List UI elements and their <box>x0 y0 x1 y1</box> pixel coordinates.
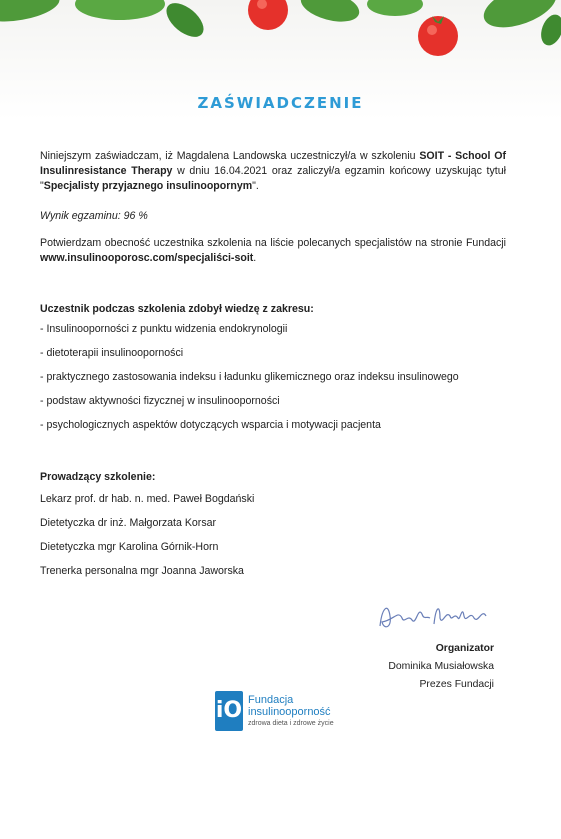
title-awarded: Specjalisty przyjaznego insulinoopornym <box>43 180 253 192</box>
para1-text-c: ". <box>252 180 259 192</box>
scope-heading: Uczestnik podczas szkolenia zdobył wiedzę z zakresu: <box>40 303 314 315</box>
instructor-item: Dietetyczka mgr Karolina Górnik-Horn <box>40 541 219 553</box>
instructor-item: Trenerka personalna mgr Joanna Jaworska <box>40 565 244 577</box>
organizer-role: Organizator <box>435 643 494 654</box>
course-name: SOIT - School Of Insulinresistance Therapy <box>40 150 506 177</box>
scope-item: - dietoterapii insulinooporności <box>40 347 184 359</box>
organizer-name: Dominika Musiałowska <box>388 661 494 672</box>
para1-text-a: Niniejszym zaświadczam, iż Magdalena Landowska uczestniczył/a w szkoleniu <box>40 150 420 162</box>
document-title: ZAŚWIADCZENIE <box>197 94 364 112</box>
instructors-heading: Prowadzący szkolenie: <box>40 471 156 483</box>
para1-text-b: w dniu 16.04.2021 oraz zaliczył/a egzamin końcowy uzyskując tytuł " <box>40 165 506 192</box>
instructors-list <box>40 492 506 588</box>
logo-tagline: zdrowa dieta i zdrowe życie <box>248 720 334 727</box>
logo-name-line1: Fundacja <box>248 694 294 706</box>
instructor-item: Dietetyczka dr inż. Małgorzata Korsar <box>40 517 217 529</box>
para2-text-a: Potwierdzam obecność uczestnika szkolenia na liście polecanych specjalistów na stronie Fundacji <box>40 237 506 249</box>
organizer-block <box>388 640 494 694</box>
instructor-item: Lekarz prof. dr hab. n. med. Paweł Bogdański <box>40 493 255 505</box>
logo-name <box>248 694 331 718</box>
scope-item: - praktycznego zastosowania indeksu i ładunku glikemicznego oraz indeksu insulinowego <box>40 371 459 383</box>
certificate-paragraph <box>40 149 506 194</box>
scope-item: - Insulinooporności z punktu widzenia endokrynologii <box>40 323 288 335</box>
io-logo-icon: iO <box>215 691 243 731</box>
organizer-position: Prezes Fundacji <box>419 679 494 690</box>
logo-name-line2: insulinooporność <box>248 706 331 718</box>
foundation-link[interactable]: www.insulinooporosc.com/specjaliści-soit <box>40 252 254 264</box>
para2-text-b: . <box>253 252 257 264</box>
scope-item: - psychologicznych aspektów dotyczących wsparcia i motywacji pacjenta <box>40 419 381 431</box>
foundation-logo <box>215 691 365 735</box>
handwritten-signature <box>374 596 494 636</box>
confirmation-paragraph <box>40 236 506 266</box>
scope-item: - podstaw aktywności fizycznej w insulinooporności <box>40 395 280 407</box>
exam-result: Wynik egzaminu: 96 % <box>40 210 148 222</box>
scope-list <box>40 322 506 442</box>
